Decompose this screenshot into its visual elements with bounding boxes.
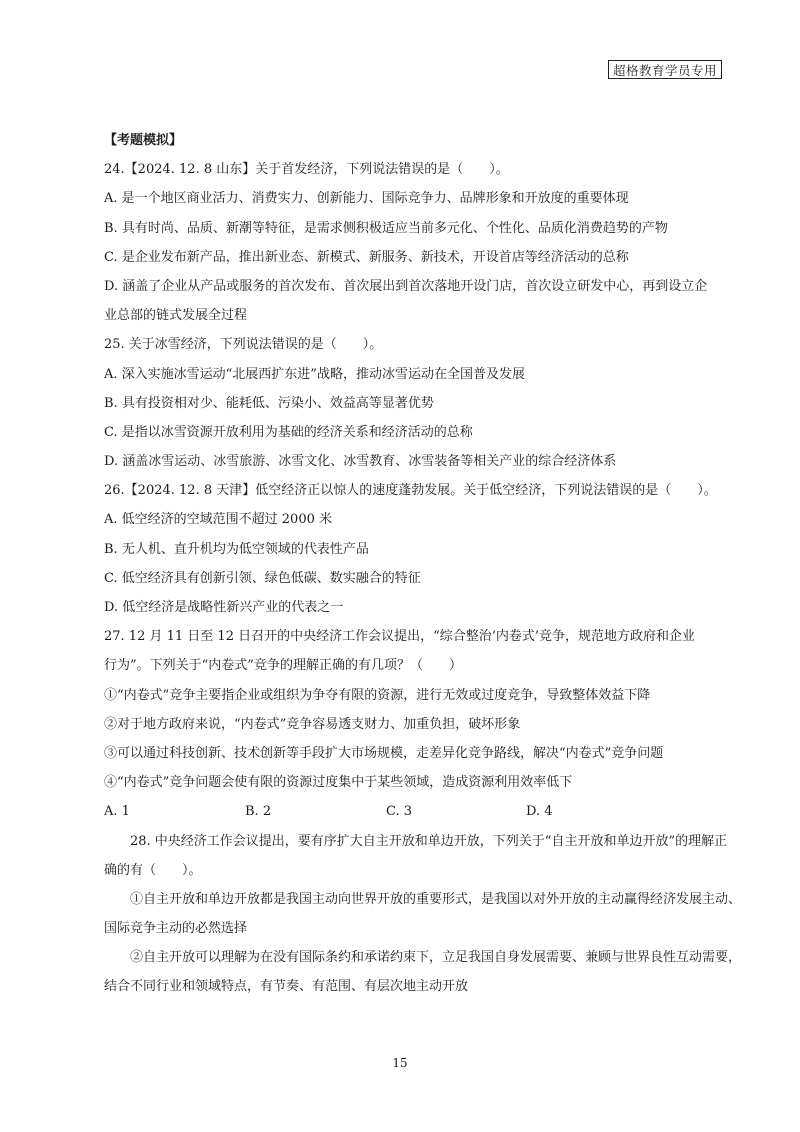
q24-option-a: A. 是一个地区商业活力、消费实力、创新能力、国际竞争力、品牌形象和开放度的重要体现 [104, 191, 629, 207]
q28-statement-1-line1: ①自主开放和单边开放都是我国主动向世界开放的重要形式，是我国以对外开放的主动赢得经济发展主动、 [130, 891, 742, 907]
q25-option-b: B. 具有投资相对少、能耗低、污染小、效益高等显著优势 [104, 395, 434, 411]
q27-option-a: A. 1 [104, 804, 130, 820]
q27-option-c: C. 3 [386, 804, 413, 820]
q26-option-d: D. 低空经济是战略性新兴产业的代表之一 [104, 600, 344, 615]
q24-option-d-line2: 业总部的链式发展全过程 [104, 308, 248, 324]
q25-option-c: C. 是指以冰雪资源开放利用为基础的经济关系和经济活动的总称 [104, 424, 473, 440]
q27-option-d: D. 4 [526, 804, 553, 820]
q26-option-a: A. 低空经济的空域范围不超过 2000 米 [104, 512, 333, 528]
q25-option-a: A. 深入实施冰雪运动“北展西扩东进”战略，推动冰雪运动在全国普及发展 [104, 366, 525, 382]
q26-option-b: B. 无人机、直升机均为低空领域的代表性产品 [104, 541, 369, 557]
page-number: 15 [392, 1056, 408, 1070]
q26-stem: 26.【2024. 12. 8 天津】低空经济正以惊人的速度蓬勃发展。关于低空经济，下列说法错误的是（ ）。 [104, 483, 717, 499]
q27-statement-2: ②对于地方政府来说，“内卷式”竞争容易透支财力、加重负担，破坏形象 [104, 716, 521, 732]
q27-statement-3: ③可以通过科技创新、技术创新等手段扩大市场规模，走差异化竞争路线，解决“内卷式”竞争问题 [104, 745, 664, 761]
q27-options [104, 797, 724, 826]
q24-option-d-line1: D. 涵盖了企业从产品或服务的首次发布、首次展出到首次落地开设门店，首次设立研发中心，再到设立企 [104, 278, 708, 294]
q27-stem-line2: 行为”。下列关于“内卷式”竞争的理解正确的有几项？（ ） [104, 658, 462, 674]
header-badge: 超格教育学员专用 [608, 60, 722, 79]
q26-option-c: C. 低空经济具有创新引领、绿色低碳、数实融合的特征 [104, 570, 421, 586]
document-body [104, 126, 742, 1002]
q28-statement-2-line1: ②自主开放可以理解为在没有国际条约和承诺约束下，立足我国自身发展需要、兼顾与世界良性互动需要， [130, 950, 742, 966]
q28-stem-line1: 28. 中央经济工作会议提出，要有序扩大自主开放和单边开放，下列关于“自主开放和单边开放”的理解正 [130, 833, 728, 849]
q28-statement-2-line2: 结合不同行业和领域特点，有节奏、有范围、有层次地主动开放 [104, 979, 469, 995]
q27-option-b: B. 2 [245, 804, 272, 820]
q25-option-d: D. 涵盖冰雪运动、冰雪旅游、冰雪文化、冰雪教育、冰雪装备等相关产业的综合经济体系 [104, 454, 617, 470]
q24-option-c: C. 是企业发布新产品，推出新业态、新模式、新服务、新技术，开设首店等经济活动的总称 [104, 249, 629, 265]
q25-stem: 25. 关于冰雪经济，下列说法错误的是（ ）。 [104, 337, 383, 353]
q27-statement-1: ①“内卷式”竞争主要指企业或组织为争夺有限的资源，进行无效或过度竞争，导致整体效益下降 [104, 687, 651, 703]
q24-stem: 24.【2024. 12. 8 山东】关于首发经济，下列说法错误的是（ ）。 [104, 162, 509, 178]
q27-statement-4: ④“内卷式”竞争问题会使有限的资源过度集中于某些领域，造成资源利用效率低下 [104, 775, 573, 791]
section-title: 【考题模拟】 [104, 133, 183, 148]
q24-option-b: B. 具有时尚、品质、新潮等特征，是需求侧积极适应当前多元化、个性化、品质化消费趋势的产物 [104, 220, 668, 236]
q27-stem-line1: 27. 12 月 11 日至 12 日召开的中央经济工作会议提出，“综合整治‘内卷式’竞争，规范地方政府和企业 [104, 629, 696, 645]
q28-stem-line2: 确的有（ ）。 [104, 862, 202, 878]
q28-statement-1-line2: 国际竞争主动的必然选择 [104, 921, 248, 937]
